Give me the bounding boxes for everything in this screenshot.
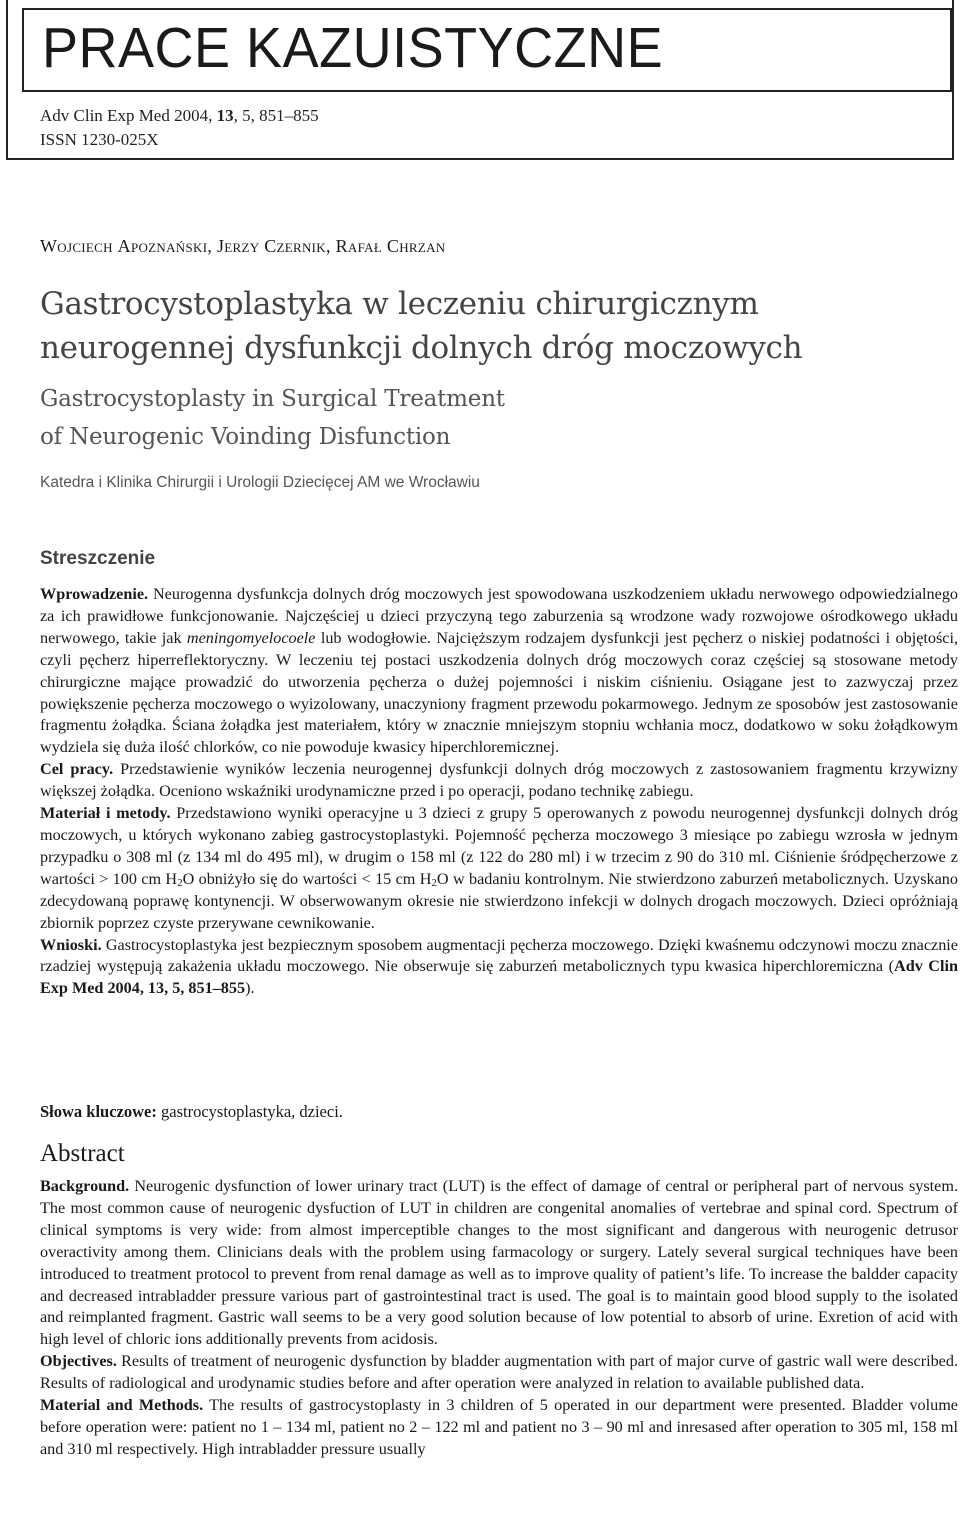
affiliation: Katedra i Klinika Chirurgii i Urologii Dziecięcej AM we Wrocławiu [40, 474, 480, 491]
streszczenie-body [40, 584, 958, 1000]
keywords-text: gastrocystoplastyka, dzieci. [156, 1102, 343, 1121]
streszczenie-heading: Streszczenie [40, 548, 156, 569]
journal-suffix: , 5, 851–855 [233, 106, 319, 125]
intro-paragraph [40, 584, 958, 759]
article-title-english [40, 380, 940, 456]
keywords-label: Słowa kluczowe: [40, 1102, 157, 1121]
objectives-label: Objectives. [40, 1352, 117, 1371]
journal-volume: 13 [216, 106, 234, 125]
intro-label: Wprowadzenie. [40, 585, 149, 603]
author-last-name: Chrzan [386, 236, 446, 256]
methods-label: Materiał i metody. [40, 804, 171, 823]
title-pl-line: neurogennej dysfunkcji dolnych dróg moczowych [40, 330, 803, 366]
material-methods-label: Material and Methods. [40, 1396, 204, 1415]
conclusions-text: Gastrocystoplastyka jest bezpiecznym sposobem augmentacji pęcherza moczowego. Dzięki kwaśnemu odczynowi moczu znacznie rzadziej występują zakażenia układu moczowego. Nie obserwuje się zaburzeń metabolicznych typu kwasica hiperchloremiczna ( [40, 935, 958, 976]
aim-text: Przedstawienie wyników leczenia neurogennej dysfunkcji dolnych dróg moczowych z zastosowaniem fragmentu krzywizny większej żołądka. Oceniono wskaźniki urodynamiczne przed i po operacji, podano technikę zabiegu. [40, 760, 958, 801]
author-last-name: Apoznański [117, 236, 208, 256]
author-first-name: Jerzy [216, 236, 260, 256]
title-en-line: of Neurogenic Voinding Disfunction [40, 424, 451, 450]
background-paragraph [40, 1176, 958, 1351]
material-methods-text: The results of gastrocystoplasty in 3 children of 5 operated in our department were presented. Bladder volume before operation were: patient no 1 – 134 ml, patient no 2 – 122 ml and patient no 3 – 90 ml and inresased after operation to 305 ml, 158 ml and 310 ml respectively. High intrabladder pressure usually [40, 1396, 958, 1458]
author-list: Wojciech Apoznański, Jerzy Czernik, Rafał Chrzan [40, 236, 446, 256]
background-text: Neurogenic dysfunction of lower urinary tract (LUT) is the effect of damage of central or peripheral part of nervous system. The most common cause of neurogenic dysfuction of LUT in children are congenital anomalies of vertebrae and spinal cord. Spectrum of clinical symptoms is very wide: from almost imperceptible changes to the most significant and dangerous with neurogenic detrusor overactivity among them. Clinicians deals with the problem using farmacology or surgery. Lately several surgical techniques have been introduced to treatment protocol to prevent from renal damage as well as to improve quality of patient’s life. To increase the baldder capacity and decreased intrabladder pressure various part of gastrointestinal tract is used. The goal is to maintain good blood supply to the isolated and reimplanted fragment. Gastric wall seems to be a very good solution because of low potential to absorb of urine. Exretion of acid with high level of chloric ions additionally prevents from acidosis. [40, 1177, 958, 1349]
methods-paragraph [40, 803, 958, 934]
section-title-box [22, 8, 952, 92]
article-title-polish [40, 282, 940, 370]
material-methods-paragraph [40, 1395, 958, 1461]
section-title: PRACE KAZUISTYCZNE [42, 16, 664, 80]
conclusions-end: ). [245, 979, 255, 998]
aim-paragraph [40, 759, 958, 803]
objectives-paragraph [40, 1351, 958, 1395]
abstract-heading: Abstract [40, 1140, 125, 1167]
intro-text: Neurogenna dysfunkcja dolnych dróg moczowych jest spowodowana uszkodzeniem układu nerwowego odpowiedzialnego za ich prawidłowe funkcjonowanie. Najczęściej u dzieci przyczyną tego zaburzenia są wrodzone wady rozwojowe ośrodkowego układu nerwowego, takie jak [40, 585, 958, 647]
journal-prefix: Adv Clin Exp Med 2004, [40, 106, 217, 125]
intro-text-cont: lub wodogłowie. Najcięższym rodzajem dysfunkcji jest pęcherz o niskiej podatności i objętości, czyli pęcherz hiperreflektoryczny. W leczeniu tej postaci uszkodzenia dolnych dróg moczowych coraz częściej są stosowane metody chirurgiczne mające prowadzić do utworzenia pęcherza o dużej pojemności i niskim ciśnieniu. Osiągane jest to zazwyczaj przez powiększenie pęcherza moczowego o wyizolowany, unaczyniony fragment przewodu pokarmowego. Jednym ze sposobów jest zastosowanie fragmentu żołądka. Ściana żołądka jest materiałem, który w znacznie mniejszym stopniu wchłania mocz, dodatkowo w soku żołądkowym wydziela się duża ilość chlorków, co nie powoduje kwasicy hiperchloremicznej. [40, 628, 959, 757]
title-pl-line: Gastrocystoplastyka w leczeniu chirurgicznym [40, 286, 759, 322]
title-en-line: Gastrocystoplasty in Surgical Treatment [40, 386, 505, 412]
background-label: Background. [40, 1177, 130, 1195]
journal-citation [40, 104, 319, 128]
methods-text-cont: O obniżyło się do wartości < 15 cm H [182, 869, 432, 888]
methods-text: Przedstawiono wyniki operacyjne u 3 dzieci z grupy 5 operowanych z powodu neurogennej dysfunkcji dolnych dróg moczowych, u których wykonano zabieg gastrocystoplastyki. Pojemność pęcherza moczowego 3 miesiące po zabiegu wzrosła w jednym przypadku o 308 ml (z 134 ml do 495 ml), w drugim o 158 ml (z 122 do 280 ml) i w trzecim z 90 do 310 ml. Ciśnienie śródpęcherzowe z wartości > 100 cm H [40, 804, 959, 888]
objectives-text: Results of treatment of neurogenic dysfunction by bladder augmentation with part of major curve of gastric wall were described. Results of radiological and urodynamic studies before and after operation were analyzed in relation to available published data. [40, 1352, 958, 1393]
citation: Adv Clin Exp Med 2004, 13, 5, 851–855 [40, 957, 958, 998]
subscript: 2 [431, 876, 437, 889]
conclusions-paragraph [40, 935, 958, 1001]
author-first-name: Wojciech [40, 236, 113, 256]
journal-info [40, 104, 319, 152]
methods-text-end: O w badaniu kontrolnym. Nie stwierdzono zaburzeń metabolicznych. Uzyskano zdecydowaną poprawę kontynencji. W obserwowanym okresie nie stwierdzono infekcji w dolnych drogach moczowych. Dzieci opróżniają zbiornik poprzez czyste przerywane cewnikowanie. [40, 869, 958, 932]
author-last-name: Czernik [264, 236, 326, 256]
author-first-name: Rafał [335, 236, 383, 256]
aim-label: Cel pracy. [40, 760, 114, 779]
abstract-body [40, 1176, 958, 1461]
subscript: 2 [177, 876, 183, 889]
intro-italic: meningomyelocoele [186, 628, 316, 647]
conclusions-label: Wnioski. [40, 935, 102, 954]
journal-issn: ISSN 1230-025X [40, 130, 159, 149]
keywords [40, 1102, 343, 1122]
